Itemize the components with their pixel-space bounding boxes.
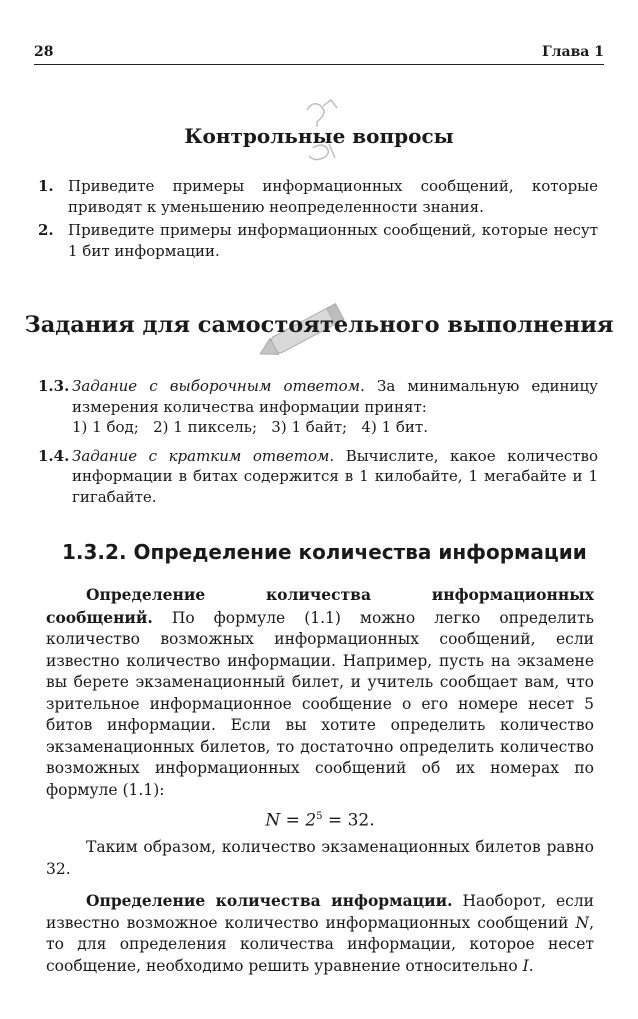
section-body xyxy=(46,584,594,977)
paragraph-lead: Определение количества информации. xyxy=(86,891,453,911)
formula-base: N = 2 xyxy=(265,810,317,831)
task-type: Задание с кратким ответом. xyxy=(72,446,335,465)
tasks-list xyxy=(38,376,598,507)
list-item xyxy=(38,446,598,508)
task-text: Вычислите, какое количество информации в битах содержится в 1 килобайте, 1 мегабайте и 1 гигабайте. xyxy=(72,446,598,506)
variable-i: I xyxy=(522,956,529,975)
paragraph-lead: Определение количества информационных сообщений. xyxy=(46,585,594,627)
control-questions-title: Контрольные вопросы xyxy=(184,124,454,148)
page-header xyxy=(34,42,604,65)
formula-exponent: 5 xyxy=(316,811,323,822)
section-title: 1.3.2. Определение количества информации xyxy=(62,540,587,564)
task-number: 1.3. xyxy=(38,377,70,395)
list-item xyxy=(38,376,598,438)
paragraph-text: По формуле (1.1) можно легко определить количество возможных информационных сообщений, если известно количество информации. Например, пусть на экзамене вы берете экзаменационный билет, и учитель сообщает вам, что зрительное информационное сообщение о его номере несет 5 битов информации. Если вы хотите определить количество экзаменационных билетов, то достаточно определить количество возможных информационных сообщений об их номерах по формуле (1.1): xyxy=(46,608,594,799)
task-text: За минимальную единицу измерения количества информации принят: xyxy=(72,377,598,416)
tasks-title: Задания для самостоятельного выполнения xyxy=(24,312,614,338)
list-item xyxy=(38,176,598,217)
formula xyxy=(46,806,594,832)
task-options: 1) 1 бод; 2) 1 пиксель; 3) 1 байт; 4) 1 бит. xyxy=(72,418,428,436)
task-number: 1.4. xyxy=(38,446,70,465)
paragraph-text: . xyxy=(528,956,534,975)
paragraph: Таким образом, количество экзаменационных билетов равно 32. xyxy=(46,838,594,878)
question-text: Приведите примеры информационных сообщений, которые приводят к уменьшению неопределенности знания. xyxy=(68,177,598,216)
page-number: 28 xyxy=(34,44,54,60)
formula-result: = 32. xyxy=(322,810,375,831)
paragraph xyxy=(46,584,594,801)
variable-n: N xyxy=(575,913,590,932)
paragraph xyxy=(46,890,594,977)
paragraph-text: Наоборот, если известно возможное количество информационных сообщений xyxy=(46,892,595,932)
control-questions-list xyxy=(38,176,598,261)
question-number: 2. xyxy=(38,221,54,239)
chapter-label: Глава 1 xyxy=(541,44,604,60)
question-text: Приведите примеры информационных сообщений, которые несут 1 бит информации. xyxy=(68,221,598,260)
list-item xyxy=(38,220,598,261)
task-type: Задание с выборочным ответом. xyxy=(72,377,365,395)
paragraph-text: , то для определения количества информации, которое несет сообщение, необходимо решить уравнение относительно xyxy=(46,913,594,975)
question-number: 1. xyxy=(38,177,54,195)
